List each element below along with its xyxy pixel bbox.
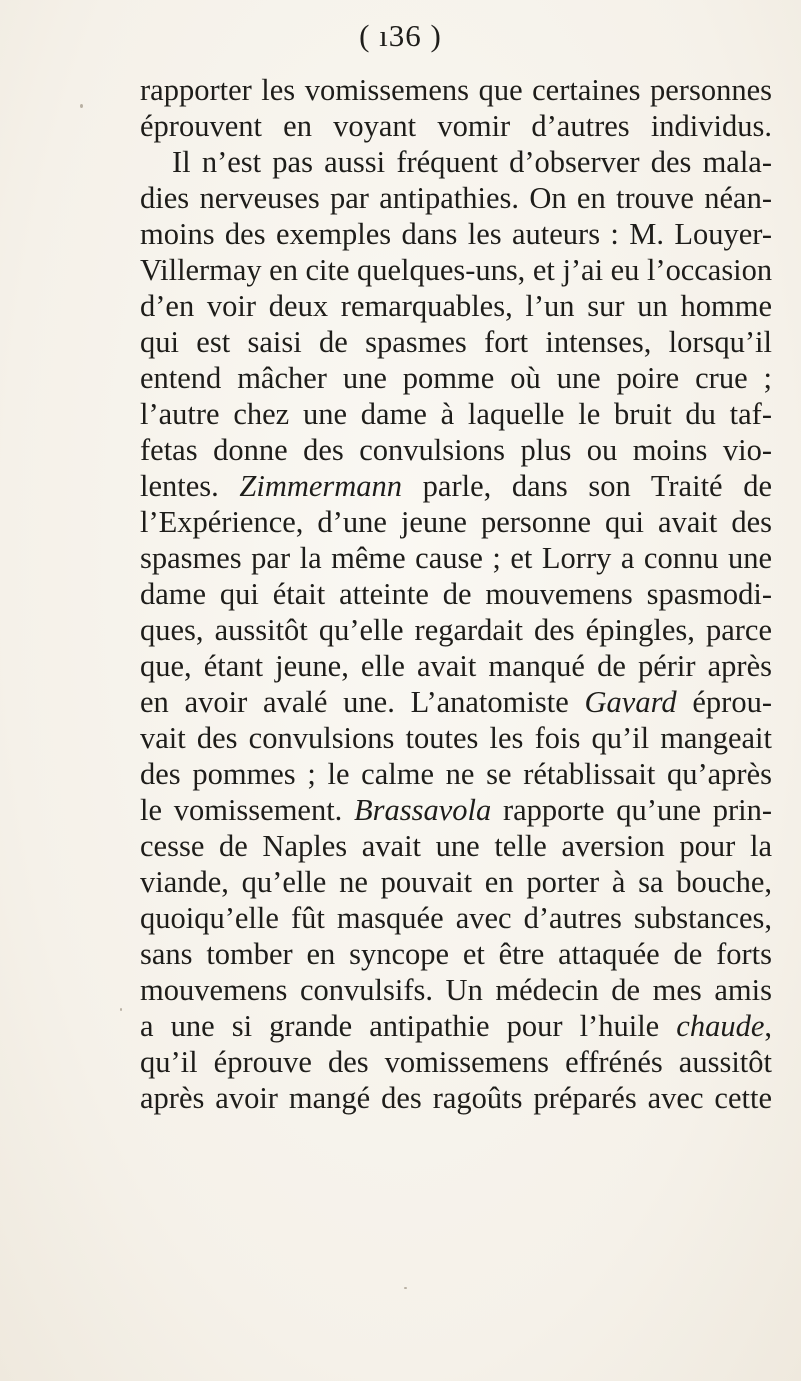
text-line (140, 1080, 772, 1116)
text-run: vait des convulsions toutes les fois qu’il mangeait (140, 721, 772, 755)
text-run: après avoir mangé des ragoûts préparés avec cette (140, 1081, 772, 1115)
text-line (140, 648, 772, 684)
text-line (140, 180, 772, 216)
text-line (140, 684, 772, 720)
text-line (140, 828, 772, 864)
page-number: ( ı36 ) (359, 18, 442, 53)
text-line (140, 612, 772, 648)
text-run: qu’il éprouve des vomissemens effrénés aussitôt (140, 1045, 772, 1079)
text-line (140, 396, 772, 432)
text-line (140, 216, 772, 252)
text-line (140, 72, 772, 108)
text-run: l’autre chez une dame à laquelle le bruit du taf- (140, 397, 772, 431)
paper-speck (404, 1287, 407, 1289)
text-line (140, 900, 772, 936)
text-line (140, 468, 772, 504)
text-line (140, 1044, 772, 1080)
text-run: éprou- (676, 685, 772, 719)
text-run: mouvemens convulsifs. Un médecin de mes amis (140, 973, 772, 1007)
text-run: quoiqu’elle fût masquée avec d’autres substances, (140, 901, 772, 935)
text-run: Villermay en cite quelques-uns, et j’ai eu l’occasion (140, 253, 773, 287)
italic-name: Brassavola (354, 793, 492, 827)
italic-name: Zimmermann (239, 469, 403, 503)
text-line (140, 360, 772, 396)
text-run: sans tomber en syncope et être attaquée de forts (140, 937, 772, 971)
text-line (140, 288, 772, 324)
text-run: fetas donne des convulsions plus ou moins vio- (140, 433, 772, 467)
text-run: dame qui était atteinte de mouvemens spasmodi- (140, 577, 772, 611)
text-line (140, 504, 772, 540)
text-run: lentes. (140, 469, 240, 503)
text-line (140, 252, 772, 288)
text-run: rapporter les vomissemens que certaines personnes (140, 73, 772, 107)
text-line (140, 1008, 772, 1044)
text-run: entend mâcher une pomme où une poire crue ; (140, 361, 772, 395)
text-run: moins des exemples dans les auteurs : M. Louyer- (140, 217, 772, 251)
text-run: le vomissement. (140, 793, 355, 827)
text-run: qui est saisi de spasmes fort intenses, lorsqu’il (140, 325, 772, 359)
text-run: d’en voir deux remarquables, l’un sur un homme (140, 289, 772, 323)
text-run: dies nerveuses par antipathies. On en trouve néan- (140, 181, 772, 215)
text-line (140, 576, 772, 612)
text-run: viande, qu’elle ne pouvait en porter à sa bouche, (140, 865, 772, 899)
text-run: des pommes ; le calme ne se rétablissait qu’après (140, 757, 772, 791)
text-run: a une si grande antipathie pour l’huile (140, 1009, 677, 1043)
text-run: que, étant jeune, elle avait manqué de périr après (140, 649, 772, 683)
text-line (140, 432, 772, 468)
text-line (140, 720, 772, 756)
text-run: parle, dans son Traité de (402, 469, 772, 503)
body-text (140, 72, 772, 1116)
text-run: l’Expérience, d’une jeune personne qui avait des (140, 505, 772, 539)
text-run: en avoir avalé une. L’anatomiste (140, 685, 585, 719)
text-run: spasmes par la même cause ; et Lorry a connu une (140, 541, 772, 575)
italic-name: chaude (676, 1009, 765, 1043)
text-run: ques, aussitôt qu’elle regardait des épingles, parce (140, 613, 772, 647)
paper-speck (80, 104, 83, 108)
text-line (140, 972, 772, 1008)
text-run: cesse de Naples avait une telle aversion pour la (140, 829, 772, 863)
text-line (140, 144, 772, 180)
text-line (140, 756, 772, 792)
italic-name: Gavard (584, 685, 677, 719)
text-line (140, 864, 772, 900)
text-run: , (764, 1009, 772, 1043)
text-line (140, 936, 772, 972)
text-run: rapporte qu’une prin- (491, 793, 772, 827)
paper-speck (120, 1008, 122, 1011)
text-line (140, 792, 772, 828)
text-line (140, 324, 772, 360)
text-run: éprouvent en voyant vomir d’autres individus. (140, 109, 772, 143)
text-line (140, 108, 772, 144)
text-run: Il n’est pas aussi fréquent d’observer des mala- (172, 145, 772, 179)
text-line (140, 540, 772, 576)
